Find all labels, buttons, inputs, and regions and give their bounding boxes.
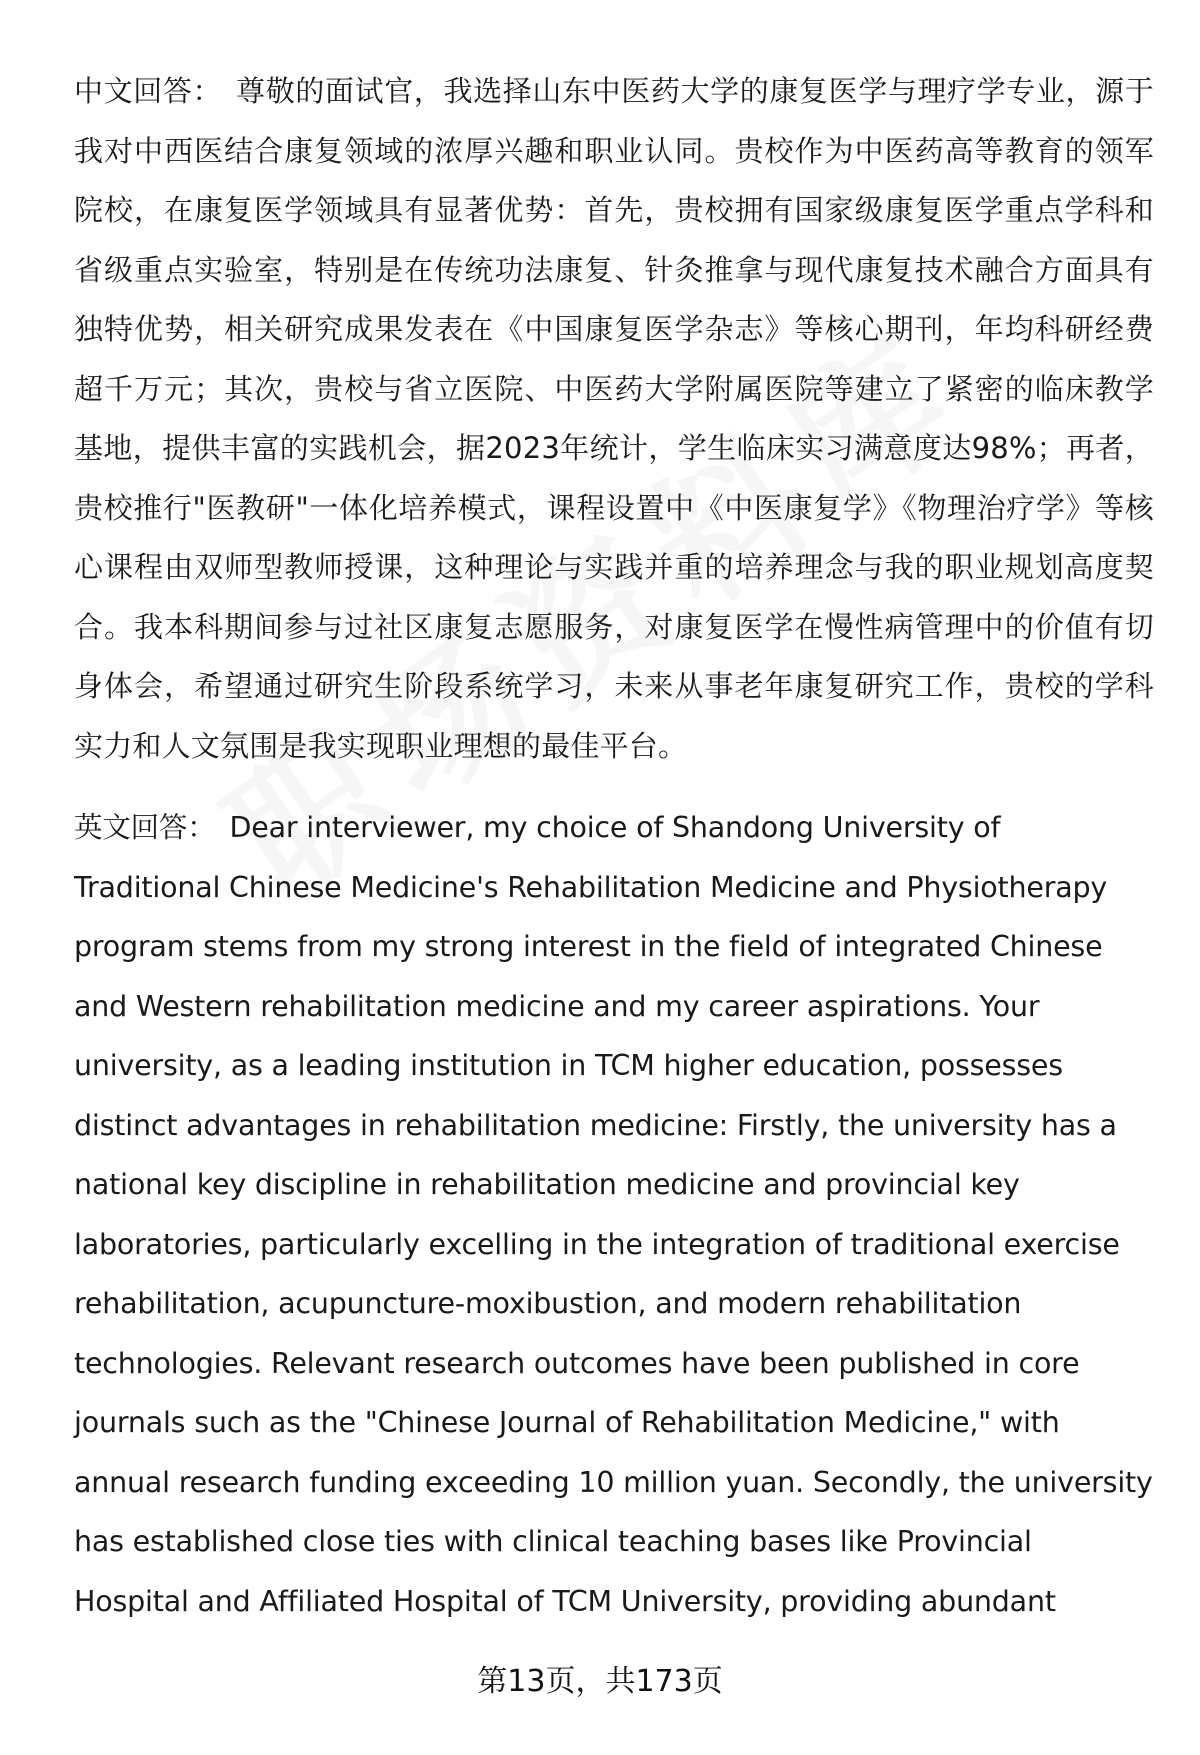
chinese-answer-label: 中文回答： xyxy=(74,74,223,108)
english-answer-text: Dear interviewer, my choice of Shandong University of Traditional Chinese Medicine's Rehabilitation Medicine and Physiotherapy program stems from my strong interest in the field of integrated Chinese and Western rehabilitation medicine and my career aspirations. Your university, as a leading institution in TCM higher education, possesses distinct advantages in rehabilitation medicine: Firstly, the university has a national key discipline in rehabilitation medicine and provincial key laboratories, particularly excelling in the integration of traditional exercise rehabilitation, acupuncture-moxibustion, and modern rehabilitation technologies. Relevant research outcomes have been published in core journals such as the "Chinese Journal of Rehabilitation Medicine," with annual research funding exceeding 10 million yuan. Secondly, the university has established close ties with clinical teaching bases like Provincial Hospital and Affiliated Hospital of TCM University, providing abundant xyxy=(74,811,1153,1618)
document-body xyxy=(74,62,1154,1631)
page-number-footer: 第13页，共173页 xyxy=(477,1664,723,1699)
chinese-answer-text: 尊敬的面试官，我选择山东中医药大学的康复医学与理疗学专业，源于我对中西医结合康复领域的浓厚兴趣和职业认同。贵校作为中医药高等教育的领军院校，在康复医学领域具有显著优势：首先，贵校拥有国家级康复医学重点学科和省级重点实验室，特别是在传统功法康复、针灸推拿与现代康复技术融合方面具有独特优势，相关研究成果发表在《中国康复医学杂志》等核心期刊，年均科研经费超千万元；其次，贵校与省立医院、中医药大学附属医院等建立了紧密的临床教学基地，提供丰富的实践机会，据2023年统计，学生临床实习满意度达98%；再者，贵校推行"医教研"一体化培养模式，课程设置中《中医康复学》《物理治疗学》等核心课程由双师型教师授课，这种理论与实践并重的培养理念与我的职业规划高度契合。我本科期间参与过社区康复志愿服务，对康复医学在慢性病管理中的价值有切身体会，希望通过研究生阶段系统学习，未来从事老年康复研究工作，贵校的学科实力和人文氛围是我实现职业理想的最佳平台。 xyxy=(74,74,1154,763)
english-answer-paragraph xyxy=(74,798,1154,1631)
paragraph-gap xyxy=(74,776,1154,798)
english-answer-label: 英文回答： xyxy=(74,811,216,844)
chinese-answer-paragraph xyxy=(74,62,1154,776)
